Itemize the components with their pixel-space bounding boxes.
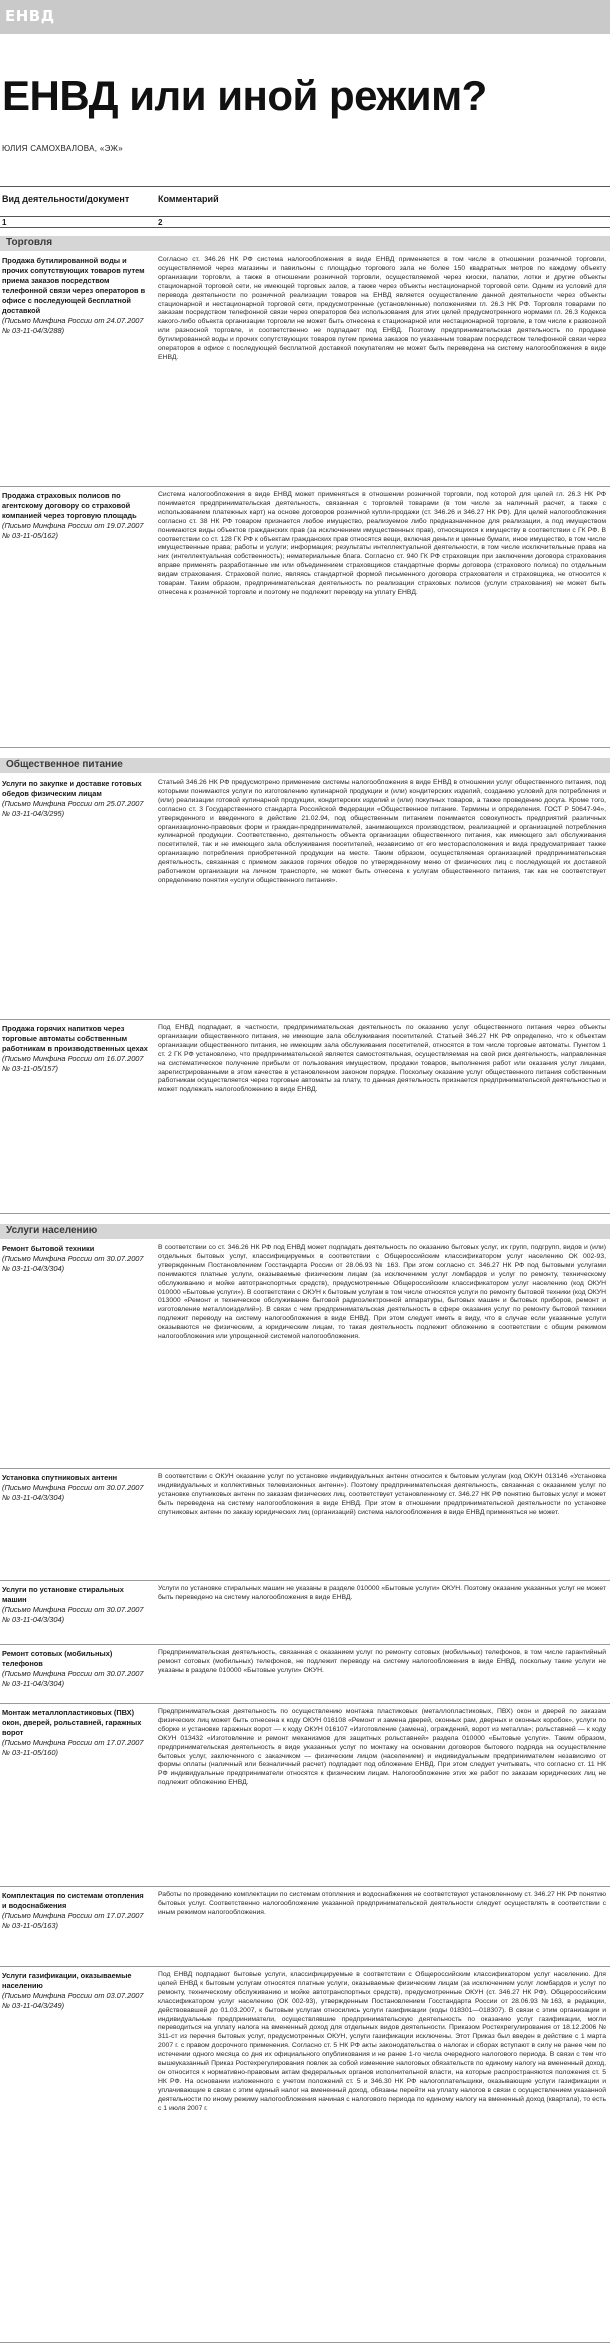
table-column-numbers xyxy=(0,216,610,228)
comment-cell: Под ЕНВД подпадают бытовые услуги, классифицируемые в соответствии с Общероссийским классификатором услуг населению. Для целей ЕНВД к бытовым услугам относятся платные услуги, оказываемые физическим лицам (за исключением услуг ломбардов и услуг по ремонту, техническому обслуживанию и мойке автотранспортных средств), предусмотренные ОКУН (ст. 346.27 НК РФ). Общероссийским классификатором услуг населению (ОК 002-93), утвержденным Постановлением Госстандарта России от 28.06.93 №163, в редакции, действовавшей до 01.03.2007, к бытовым услугам относились услуги газификации (коды 018301—018307). В связи с этим организации и индивидуальные предприниматели, осуществлявшие предпринимательскую деятельность по оказанию услуг газификации, могли переводиться на уплату налога на вмененный доход для отдельных видов деятельности. Приказом Ростехрегулирования от 18.12.2006 № 311-ст из перечня бытовых услуг, предусмотренных ОКУН, услуги газификации исключены. Этот Приказ был введен в действие с 1 марта 2007 г. с правом досрочного применения. Согласно ст. 5 НК РФ акты законодательства о налогах и сборах вступают в силу не ранее чем по истечении одного месяца со дня их официального опубликования и не ранее 1-го числа очередного налогового периода. В связи с тем что вышеуказанный Приказ Ростехрегулирования повлек за собой изменение налоговых обязательств по единому налогу на вмененный доход, он относится к нормативно-правовым актам федеральных органов исполнительной власти, на которые распространяются положения ст. 5 НК РФ. На основании изложенного с учетом положений ст. 5 и 346.30 НК РФ налогоплательщики, оказывающие услуги газификации и уплачивающие в связи с этим единый налог на вмененный доход, обязаны перейти на уплату налогов в связи с осуществлением указанной деятельности по иному режиму налогообложения начиная с налогового периода по единому налогу на вмененный доход (квартала), то есть с 1 июля 2007 г. xyxy=(158,1971,606,2112)
table-header xyxy=(0,186,610,216)
document-reference: (Письмо Минфина России от 03.07.2007 № 03-11-04/3/249) xyxy=(2,1991,144,2010)
activity-name: Услуги по установке стиральных машин xyxy=(2,1585,124,1604)
table-row xyxy=(0,1647,610,1704)
document-reference: (Письмо Минфина России от 25.07.2007 № 03-11-04/3/295) xyxy=(2,799,144,818)
section-heading-services xyxy=(0,1224,610,1239)
comment-cell: Предпринимательская деятельность, связанная с оказанием услуг по ремонту сотовых (мобильных) телефонов, в том числе гарантийный ремонт сотовых (мобильных) телефонов, не подлежит переводу на систему налогообложения в виде ЕНВД, поскольку такие услуги не указаны в разделе 010000 «Бытовые услуги» ОКУН. xyxy=(158,1649,606,1674)
article-title: ЕНВД или иной режим? xyxy=(2,72,487,119)
comment-cell: Система налогообложения в виде ЕНВД может применяться в отношении розничной торговли, под которой для целей гл. 26.3 НК РФ понимается предпринимательская деятельность, связанная с торговлей товарами (в том числе за наличный расчет, а также с использованием платежных карт) на основе договоров розничной купли-продажи (ст. 346.26 и 346.27 НК РФ). Для целей налогообложения согласно ст. 38 НК РФ товаром признается любое имущество, реализуемое либо предназначенное для реализации, а под имуществом понимаются виды объектов гражданских прав (за исключением имущественных прав), относящихся к имуществу в соответствии с ГК РФ. В соответствии со ст. 128 ГК РФ к объектам гражданских прав относятся вещи, включая деньги и ценные бумаги, иное имущество, в том числе имущественные права; работы и услуги; информация; результаты интеллектуальной деятельности, в том числе исключительные права на них (интеллектуальная собственность); нематериальные блага. Согласно ст. 940 ГК РФ страховщик при заключении договора страхования вправе применять разработанные им или объединением страховщиков стандартные формы договора (страхового полиса) по отдельным видам страхования. Страховой полис, являясь стандартной формой письменного договора страхователя и страховщика, не относится к товарам. Таким образом, предпринимательская деятельность по реализации страховых полисов (услуги страхования) не может быть отнесена к розничной торговле и поэтому не подлежит переводу на уплату ЕНВД. xyxy=(158,491,606,596)
activity-name: Ремонт сотовых (мобильных) телефонов xyxy=(2,1649,113,1668)
section-heading-trade xyxy=(0,236,610,251)
table-row xyxy=(0,1969,610,2343)
activity-cell xyxy=(2,1585,148,1625)
activity-cell xyxy=(2,1708,148,1758)
document-reference: (Письмо Минфина России от 30.07.2007 № 03-11-04/3/304) xyxy=(2,1605,144,1624)
table-row xyxy=(0,489,610,748)
activity-name: Продажа горячих напитков через торговые автоматы собственным работникам в производственных цехах xyxy=(2,1024,148,1053)
document-reference: (Письмо Минфина России от 24.07.2007 № 03-11-04/3/288) xyxy=(2,316,144,335)
table-row xyxy=(0,1022,610,1214)
document-reference: (Письмо Минфина России от 19.07.2007 № 03-11-05/162) xyxy=(2,521,144,540)
activity-name: Услуги газификации, оказываемые населению xyxy=(2,1971,132,1990)
comment-cell: Услуги по установке стиральных машин не указаны в разделе 010000 «Бытовые услуги» ОКУН. Поэтому оказание указанных услуг не может быть переведено на систему налогообложения в виде ЕНВД. xyxy=(158,1585,606,1601)
document-reference: (Письмо Минфина России от 17.07.2007 № 03-11-05/163) xyxy=(2,1911,144,1930)
activity-name: Комплектация по системам отопления и водоснабжения xyxy=(2,1891,144,1910)
table-row xyxy=(0,777,610,1020)
comment-cell: В соответствии с ОКУН оказание услуг по установке индивидуальных антенн относится к бытовым услугам (код ОКУН 013146 «Установка индивидуальных и коллективных телевизионных антенн»). Поэтому предпринимательская деятельность, связанная с оказанием услуг по установке спутниковых антенн по заказам физических лиц, соответствует установленному ст. 346.27 НК РФ понятию бытовых услуг и может быть переведена на систему налогообложения в виде ЕНВД. При этом в отношении предпринимательской деятельности по установке спутниковых антенн по заказу юридических лиц (организаций) система налогообложения в виде ЕНВД применяться не может. xyxy=(158,1473,606,1516)
table-row xyxy=(0,1471,610,1581)
activity-cell xyxy=(2,1024,148,1074)
comment-cell: Под ЕНВД подпадает, в частности, предпринимательская деятельность по оказанию услуг общественного питания через объекты организации общественного питания, не имеющие зала обслуживания посетителей. Статьей 346.27 НК РФ определено, что к объектам организации общественного питания, не имеющим зала обслуживания посетителей, относятся в том числе торговые автоматы. Пунктом 1 ст. 2 ГК РФ установлено, что предпринимательской является самостоятельная, осуществляемая на свой риск деятельность, направленная на систематическое получение прибыли от пользования имуществом, продажи товаров, выполнения работ или оказания услуг лицами, зарегистрированными в этом качестве в установленном законом порядке. Поскольку оказание услуг общественного питания собственным работникам осуществляется через торговые автоматы за плату, то данная деятельность признается предпринимательской деятельностью и может подлежать налогообложению в виде ЕНВД. xyxy=(158,1024,606,1094)
document-reference: (Письмо Минфина России от 30.07.2007 № 03-11-04/3/304) xyxy=(2,1483,144,1502)
article-author: ЮЛИЯ САМОХВАЛОВА, «ЭЖ» xyxy=(2,144,123,153)
activity-cell xyxy=(2,1649,148,1689)
table-row xyxy=(0,254,610,487)
column-header-activity: Вид деятельности/документ xyxy=(2,194,130,204)
activity-cell xyxy=(2,491,148,541)
activity-cell xyxy=(2,1891,148,1931)
column-number-2: 2 xyxy=(158,218,163,227)
activity-cell xyxy=(2,256,148,336)
activity-name: Услуги по закупке и доставке готовых обедов физическим лицам xyxy=(2,779,142,798)
activity-name: Продажа страховых полисов по агентскому договору со страховой компанией через торговую площадь xyxy=(2,491,137,520)
section-title: Услуги населению xyxy=(6,1225,98,1236)
activity-cell xyxy=(2,1244,148,1274)
section-label: ЕНВД xyxy=(5,7,55,25)
comment-cell: Предпринимательская деятельность по осуществлению монтажа пластиковых (металлопластиковых, ПВХ) окон и дверей по заказам физических лиц может быть отнесена к коду ОКУН 016108 «Ремонт и замена дверей, оконных рам, дверных и оконных коробок», услуги по сборке и установке гаражных ворот — к коду ОКУН 016107 «Изготовление (замена), ограждений, ворот из металла»; рольставней — к коду ОКУН 013432 «Изготовление и ремонт механизмов для защитных рольставней» раздела 010000 «Бытовые услуги». Таким образом, предпринимательская деятельность в виде указанных услуг по монтажу на основании договоров бытового подряда на осуществление бытовых услуг, заключенного с заказчиком — физическим лицом (населением) и индивидуальным предпринимателем независимо от формы оплаты (наличный или безналичный расчет) подпадает под обложение ЕНВД. При этом следует учитывать, что согласно ст. 11 НК РФ индивидуальные предприниматели относятся к физическим лицам. Налогообложение этих же работ по заказам юридических лиц не подлежит обложению ЕНВД. xyxy=(158,1708,606,1787)
activity-name: Установка спутниковых антенн xyxy=(2,1473,118,1482)
activity-name: Ремонт бытовой техники xyxy=(2,1244,95,1253)
document-reference: (Письмо Минфина России от 17.07.2007 № 03-11-05/160) xyxy=(2,1738,144,1757)
document-reference: (Письмо Минфина России от 30.07.2007 № 03-11-04/3/304) xyxy=(2,1669,144,1688)
column-header-comment: Комментарий xyxy=(158,194,219,204)
column-number-1: 1 xyxy=(2,218,7,227)
table-row xyxy=(0,1889,610,1967)
table-row xyxy=(0,1242,610,1469)
comment-cell: Работы по проведению комплектации по системам отопления и водоснабжения не соответствуют установленному ст. 346.27 НК РФ понятию бытовых услуг. Соответственно налогообложение указанной предпринимательской деятельности следует осуществлять в соответствии с иным режимом налогообложения. xyxy=(158,1891,606,1916)
section-title: Торговля xyxy=(6,237,53,248)
activity-cell xyxy=(2,1971,148,2011)
comment-cell: Согласно ст. 346.26 НК РФ система налогообложения в виде ЕНВД применяется в том числе в отношении розничной торговли, осуществляемой через магазины и павильоны с площадью торгового зала не более 150 квадратных метров по каждому объекту организации торговли, а также в отношении розничной торговли, осуществляемой через киоски, палатки, лотки и другие объекты стационарной торговой сети, не имеющей торговых залов, а также через объекты нестационарной торговой сети. Одним из условий для перевода деятельности по розничной реализации товаров на ЕНВД является осуществление данной деятельности через объекты стационарной и нестационарной торговой сети, предусмотренные (установленные) положениями гл. 26.3 НК РФ. Торговля товарами по заказам посредством телефонной связи через операторов без использования для этих целей предусмотренного нормами гл. 26.3 Кодекса какого-либо объекта организации торговли не может быть отнесена к стационарной или нестационарной торговле, в том числе к развозной или разносной торговле, и соответственно не подпадает под ЕНВД. Поэтому предпринимательская деятельность по продаже бутилированной воды и прочих сопутствующих товаров путем приема заказов по указанным товарам посредством телефонной связи через операторов в офисе с последующей бесплатной доставкой покупателям не может быть переведена на систему налогообложения в виде ЕНВД. xyxy=(158,256,606,361)
section-heading-catering xyxy=(0,758,610,773)
comment-cell: В соответствии со ст. 346.26 НК РФ под ЕНВД может подпадать деятельность по оказанию бытовых услуг, их групп, подгрупп, видов и (или) отдельных бытовых услуг, классифицируемых в соответствии с Общероссийским классификатором услуг населению ОК 002-93, утвержденным Постановлением Госстандарта России от 28.06.93 № 163. При этом согласно ст. 346.27 НК РФ под бытовыми услугами понимаются платные услуги, оказываемые физическим лицам (за исключением услуг ломбардов и услуг по ремонту, техническому обслуживанию и мойке автотранспортных средств), предусмотренные Общероссийским классификатором услуг населению (код ОКУН 010000 «Бытовые услуги»). В соответствии с ОКУН к бытовым услугам в том числе относятся услуги по ремонту бытовой техники (код ОКУН 013000 «Ремонт и техническое обслуживание бытовой радиоэлектронной аппаратуры, бытовых машин и бытовых приборов, ремонт и изготовление металлоизделий»). В связи с чем предпринимательская деятельность в сфере оказания услуг по ремонту бытовой техники подлежит переводу на систему налогообложения в виде ЕНВД. При этом следует иметь в виду, что в случае если указанные услуги оказываются не физическим, а юридическим лицам, то такая деятельность подлежит обложению в соответствии с общим режимом налогообложения или упрощенной системой налогообложения. xyxy=(158,1244,606,1341)
activity-cell xyxy=(2,1473,148,1503)
activity-name: Продажа бутилированной воды и прочих сопутствующих товаров путем приема заказов посредством телефонной связи через операторов в офисе с последующей бесплатной доставкой xyxy=(2,256,146,315)
document-reference: (Письмо Минфина России от 16.07.2007 № 03-11-05/157) xyxy=(2,1054,144,1073)
table-row xyxy=(0,1706,610,1887)
table-row xyxy=(0,1583,610,1645)
activity-cell xyxy=(2,779,148,819)
section-header-bar xyxy=(0,0,610,34)
document-reference: (Письмо Минфина России от 30.07.2007 № 03-11-04/3/304) xyxy=(2,1254,144,1273)
section-title: Общественное питание xyxy=(6,759,123,770)
activity-name: Монтаж металлопластиковых (ПВХ) окон, дверей, рольставней, гаражных ворот xyxy=(2,1708,142,1737)
comment-cell: Статьей 346.26 НК РФ предусмотрено применение системы налогообложения в виде ЕНВД в отношении услуг общественного питания, под которыми понимаются услуги по изготовлению кулинарной продукции и (или) кондитерских изделий, созданию условий для потребления и (или) реализации готовой кулинарной продукции, кондитерских изделий и (или) покупных товаров, а также проведению досуга. Кроме того, согласно ст. 3 Государственного стандарта Российской Федерации «Общественное питание. Термины и определения. ГОСТ Р 50647-94», утвержденного и введенного в действие 21.02.94, под общественным питанием понимается совокупность предприятий различных организационно-правовых форм и граждан-предпринимателей, занимающихся производством, реализацией и организацией потребления кулинарной продукции. Соответственно, деятельность объекта организации общественного питания, как имеющего зал обслуживания посетителей, так и не имеющего зала обслуживания посетителей, независимо от его месторасположения и вида предусматривает также организацию потребления приобретенной продукции на месте. Таким образом, осуществляемая организацией предпринимательская деятельность, связанная с приемом заказов горячих обедов по утвержденному меню от физических лиц с последующей их доставкой работником организации на личном транспорте, не может быть отнесена к услугам общественного питания, так как не соответствует определению понятия «услуги общественного питания». xyxy=(158,779,606,884)
